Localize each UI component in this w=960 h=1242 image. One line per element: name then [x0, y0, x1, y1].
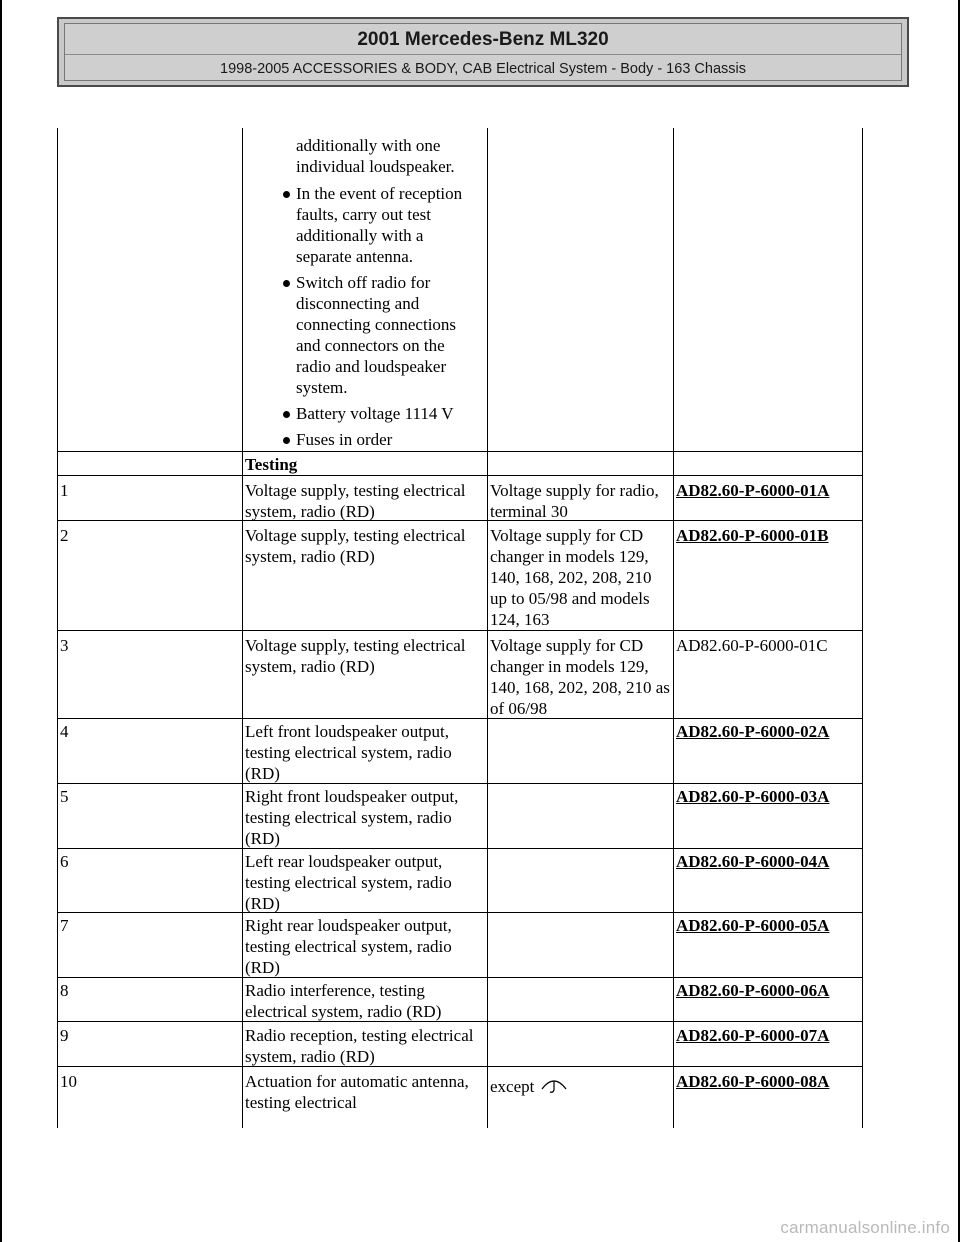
watermark-text: carmanualsonline.info: [780, 1218, 950, 1237]
step-description: Voltage supply, testing electrical system, radio (RD): [245, 526, 466, 566]
column-divider-3: [673, 128, 674, 1128]
reference-link[interactable]: AD82.60-P-6000-03A: [676, 787, 830, 806]
step-description: Right rear loudspeaker output, testing electrical system, radio (RD): [245, 916, 452, 977]
antenna-symbol-icon: [539, 1075, 569, 1095]
bullet-icon: [283, 280, 290, 287]
document-title: 2001 Mercedes-Benz ML320: [357, 29, 609, 50]
step-number: 5: [60, 787, 69, 806]
prereq-bullet-text: Battery voltage 1114 V: [296, 404, 454, 423]
page-header: [57, 17, 909, 87]
header-inner: [64, 23, 902, 81]
prereq-bullet: [296, 183, 482, 267]
bullet-icon: [283, 411, 290, 418]
reference-link[interactable]: AD82.60-P-6000-06A: [676, 981, 830, 1000]
prereq-bullet-text: Switch off radio for disconnecting and connecting connections and connectors on the radio and loudspeaker system.: [296, 273, 457, 397]
reference-link[interactable]: AD82.60-P-6000-07A: [676, 1026, 830, 1045]
reference-link[interactable]: AD82.60-P-6000-08A: [676, 1072, 830, 1091]
prereq-bullet: [296, 272, 482, 398]
reference-link[interactable]: AD82.60-P-6000-01A: [676, 481, 830, 500]
column-divider-2: [487, 128, 488, 1128]
step-description: Radio reception, testing electrical system, radio (RD): [245, 1026, 474, 1066]
step-number: 1: [60, 481, 69, 500]
step-number: 6: [60, 852, 69, 871]
prereq-bullet: [296, 429, 482, 450]
page-border-left: [0, 0, 2, 1242]
prereq-bullet: [296, 403, 482, 424]
row-divider: [57, 475, 863, 476]
header-divider: [65, 54, 901, 55]
step-number: 8: [60, 981, 69, 1000]
bullet-icon: [283, 191, 290, 198]
row-divider: [57, 451, 863, 452]
step-note-text: except: [490, 1077, 535, 1096]
prereq-bullet-text: Fuses in order: [296, 430, 393, 449]
step-note: Voltage supply for CD changer in models 129, 140, 168, 202, 208, 210 up to 05/98 and models 124, 163: [490, 526, 652, 629]
step-number: 7: [60, 916, 69, 935]
prereq-continued-text: additionally with one individual loudspeaker.: [296, 136, 455, 176]
step-note: [490, 1075, 672, 1097]
step-description: Right front loudspeaker output, testing electrical system, radio (RD): [245, 787, 459, 848]
reference-link[interactable]: AD82.60-P-6000-04A: [676, 852, 830, 871]
step-number: 3: [60, 636, 69, 655]
step-note: Voltage supply for CD changer in models 129, 140, 168, 202, 208, 210 as of 06/98: [490, 636, 670, 718]
step-number: 4: [60, 722, 69, 741]
table-border-left: [57, 128, 58, 1128]
step-note: Voltage supply for radio, terminal 30: [490, 481, 659, 521]
step-description: Actuation for automatic antenna, testing electrical: [245, 1072, 469, 1112]
row-divider: [57, 718, 863, 719]
reference-link[interactable]: AD82.60-P-6000-02A: [676, 722, 830, 741]
reference-link[interactable]: AD82.60-P-6000-01B: [676, 526, 829, 545]
step-description: Left front loudspeaker output, testing electrical system, radio (RD): [245, 722, 452, 783]
step-description: Radio interference, testing electrical system, radio (RD): [245, 981, 442, 1021]
document-subtitle: 1998-2005 ACCESSORIES & BODY, CAB Electrical System - Body - 163 Chassis: [220, 61, 746, 77]
step-description: Voltage supply, testing electrical system, radio (RD): [245, 636, 466, 676]
step-number: 2: [60, 526, 69, 545]
step-number: 10: [60, 1072, 77, 1091]
bullet-icon: [283, 437, 290, 444]
step-description: Left rear loudspeaker output, testing electrical system, radio (RD): [245, 852, 452, 913]
prereq-bullet-text: In the event of reception faults, carry out test additionally with a separate antenna.: [296, 184, 463, 266]
row-divider: [57, 630, 863, 631]
reference-link[interactable]: AD82.60-P-6000-05A: [676, 916, 830, 935]
step-description: Voltage supply, testing electrical system, radio (RD): [245, 481, 466, 521]
step-number: 9: [60, 1026, 69, 1045]
column-divider-1: [242, 128, 243, 1128]
reference-text: AD82.60-P-6000-01C: [676, 636, 828, 655]
section-label-testing: Testing: [245, 455, 298, 474]
table-border-right: [862, 128, 863, 1128]
